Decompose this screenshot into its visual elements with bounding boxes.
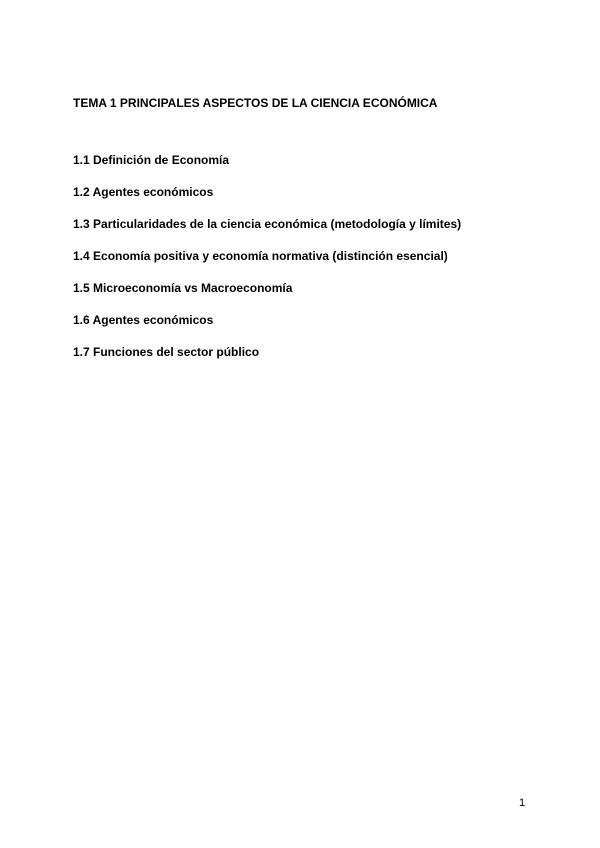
- toc-item-1-1: 1.1 Definición de Economía: [73, 153, 230, 167]
- toc-item-1-5: 1.5 Microeconomía vs Macroeconomía: [73, 281, 293, 295]
- toc-item-1-6: 1.6 Agentes económicos: [73, 313, 214, 327]
- page-number: 1: [519, 797, 526, 809]
- toc-item-1-4: 1.4 Economía positiva y economía normativa (distinción esencial): [73, 249, 448, 263]
- toc-item-1-7: 1.7 Funciones del sector público: [73, 345, 260, 359]
- table-of-contents: [73, 153, 461, 377]
- toc-item-1-2: 1.2 Agentes económicos: [73, 185, 214, 199]
- page-title: TEMA 1 PRINCIPALES ASPECTOS DE LA CIENCIA ECONÓMICA: [73, 96, 438, 110]
- toc-item-1-3: 1.3 Particularidades de la ciencia económica (metodología y límites): [73, 217, 462, 231]
